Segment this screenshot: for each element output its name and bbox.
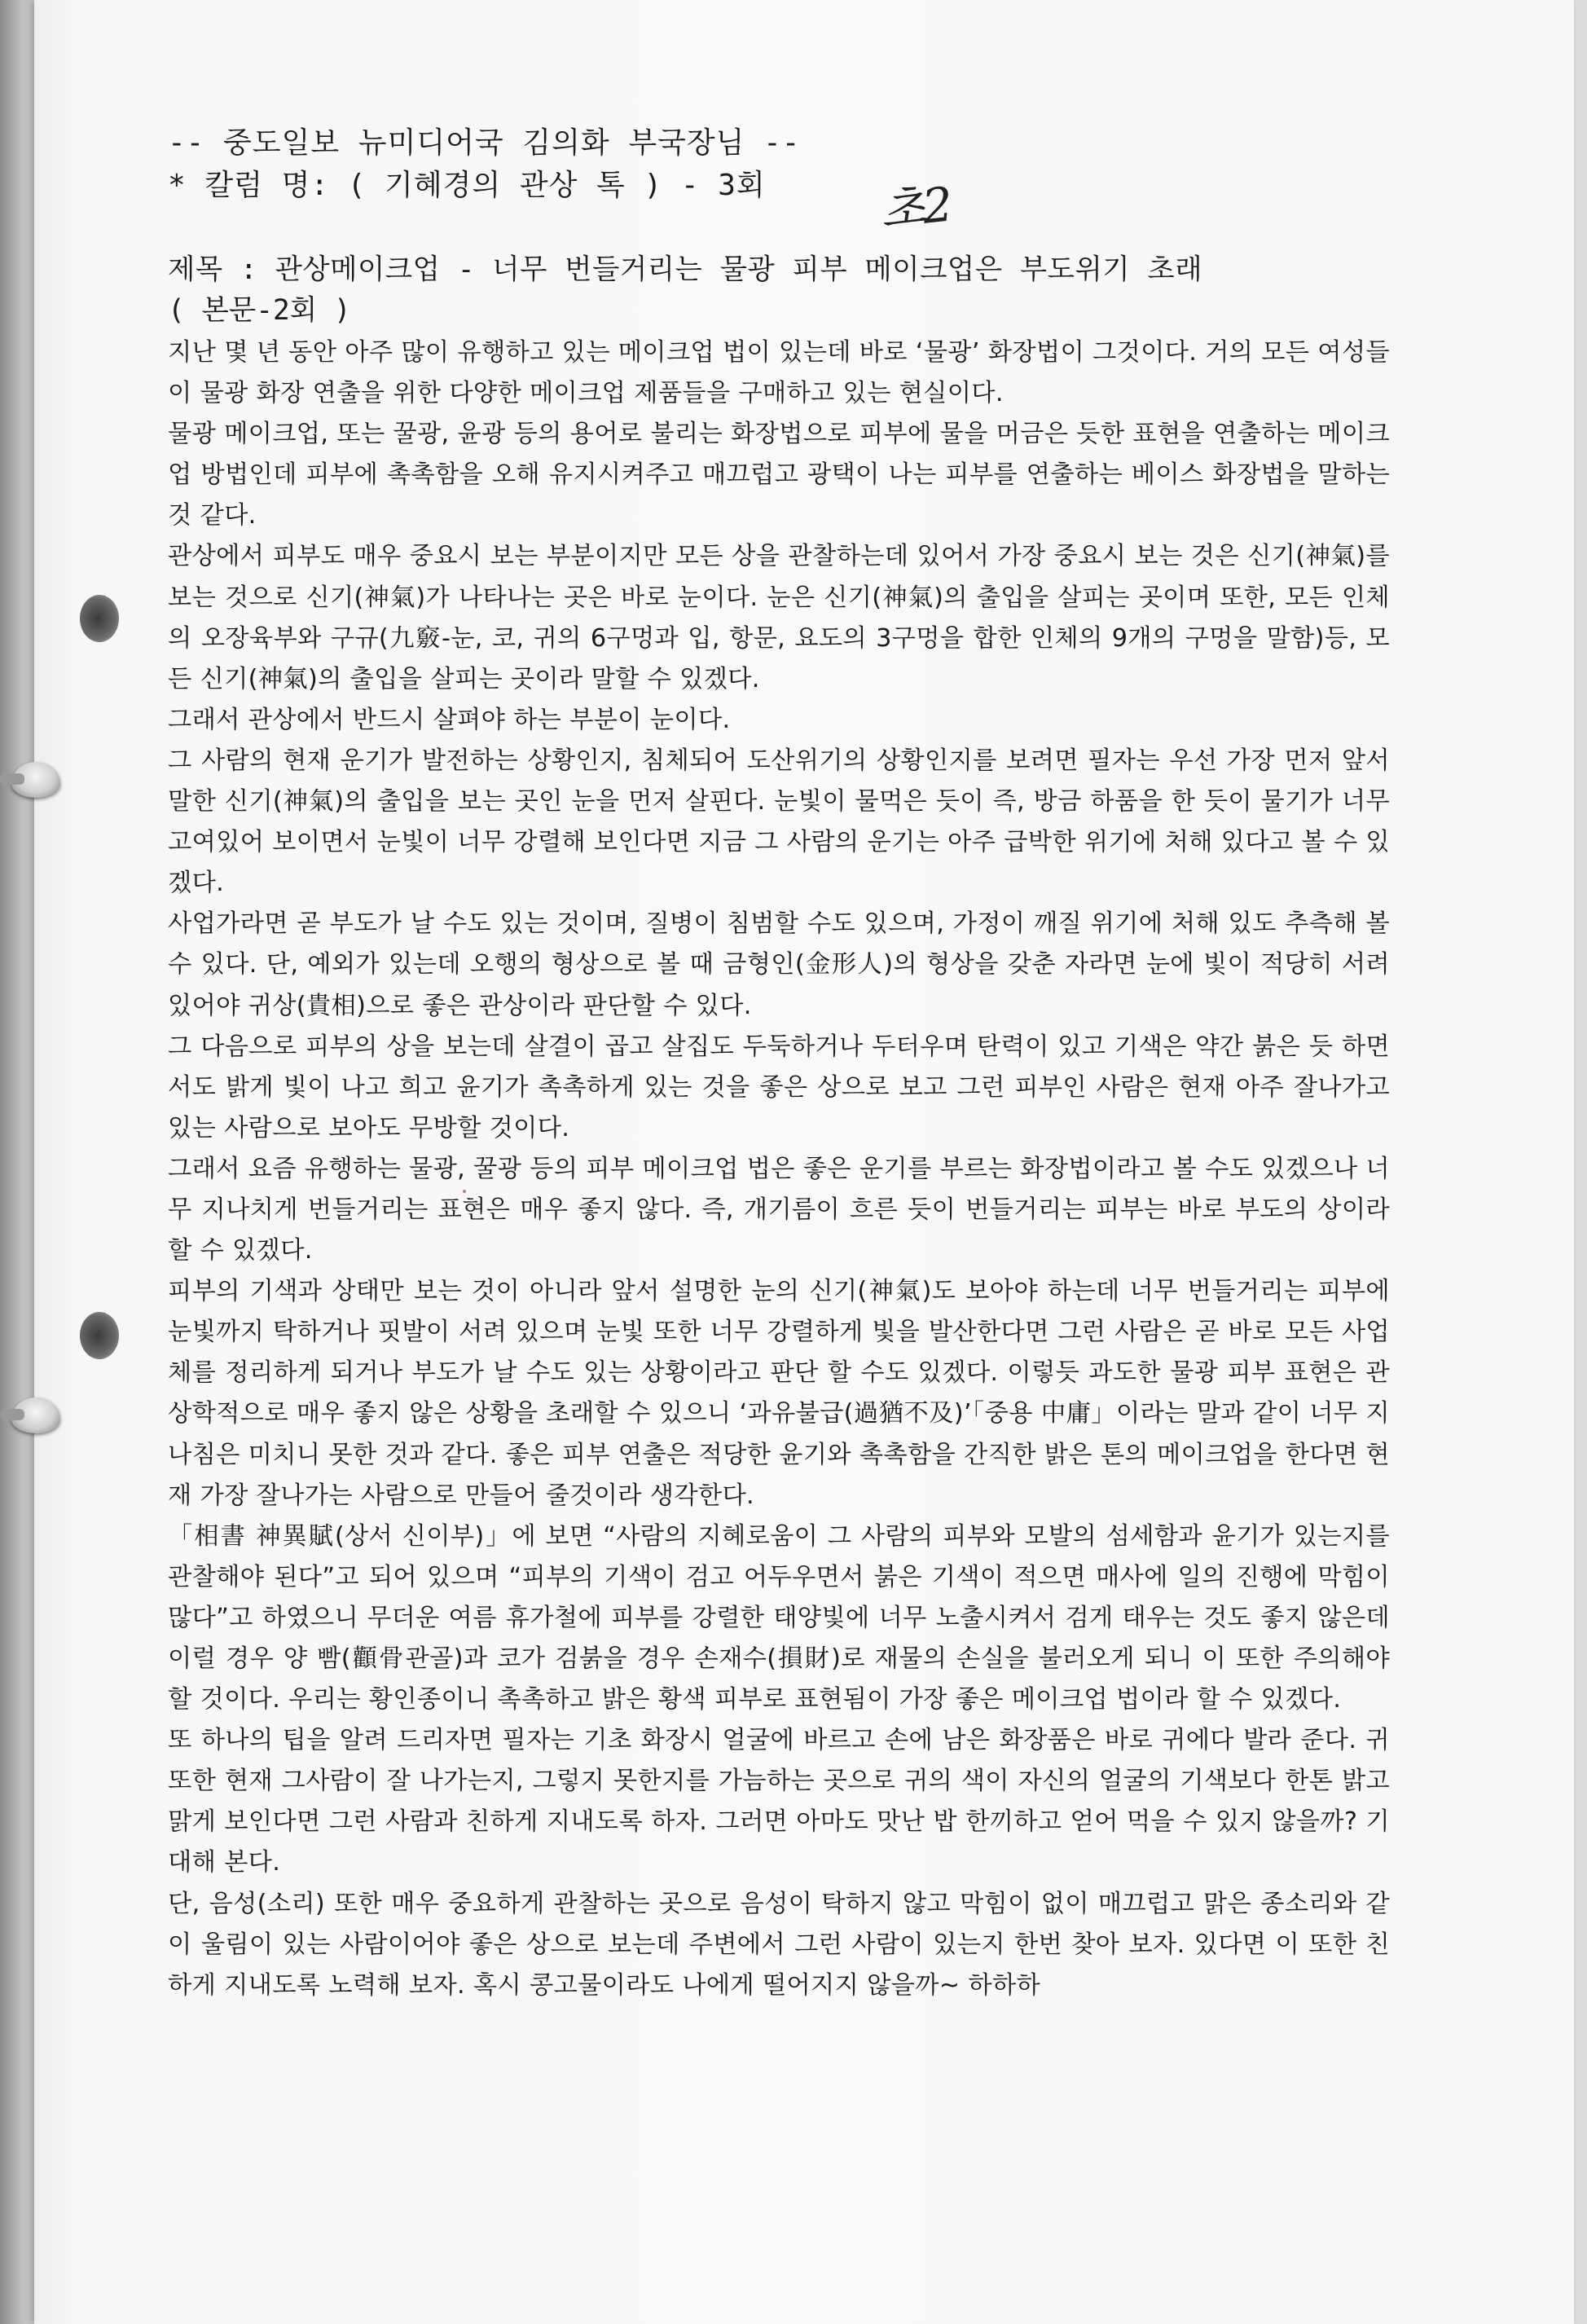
punch-hole-bottom xyxy=(80,1312,119,1359)
article-title: 제목 : 관상메이크업 - 너무 번들거리는 물광 피부 메이크업은 부도위기 초래 xyxy=(168,253,1203,286)
paragraph: 그래서 요즘 유행하는 물광, 꿀광 등의 피부 메이크업 법은 좋은 운기를 부르는 화장법이라고 볼 수도 있겠으나 너무 지나치게 번들거리는 표현은 매우 좋지 않다. 즉, 개기름이 흐른 듯이 번들거리는 피부는 바로 부도의 상이라 할 수 있겠다. xyxy=(168,1154,1390,1265)
paragraph: 지난 몇 년 동안 아주 많이 유행하고 있는 메이크업 법이 있는데 바로 ‘물광’ 화장법이 그것이다. 거의 모든 여성들이 물광 화장 연출을 위한 다양한 메이크업 제품들을 구매하고 있는 현실이다. xyxy=(168,338,1390,408)
punch-hole-top xyxy=(80,595,119,642)
paragraph: 피부의 기색과 상태만 보는 것이 아니라 앞서 설명한 눈의 신기(神氣)도 보아야 하는데 너무 번들거리는 피부에 눈빛까지 탁하거나 핏발이 서려 있으며 눈빛 또한 너무 강렬하게 빛을 발산한다면 그런 사람은 곧 바로 모든 사업체를 정리하게 되거나 부도가 날 수도 있는 상황이라고 판단 할 수도 있겠다. 이렇듯 과도한 물광 피부 표현은 관상학적으로 매우 좋지 않은 상황을 초래할 수 있으니 ‘과유불급(過猶不及)’「중용 中庸」이라는 말과 같이 너무 지나침은 미치니 못한 것과 같다. 좋은 피부 연출은 적당한 윤기와 촉촉함을 간직한 밝은 톤의 메이크업을 한다면 현재 가장 잘나가는 사람으로 만들어 줄것이라 생각한다. xyxy=(168,1277,1390,1510)
article-body xyxy=(168,332,1390,2006)
document-content xyxy=(168,122,1390,2006)
paragraph: 그 다음으로 피부의 상을 보는데 살결이 곱고 살집도 두둑하거나 두터우며 탄력이 있고 기색은 약간 붉은 듯 하면서도 밝게 빛이 나고 희고 윤기가 촉촉하게 있는 것을 좋은 상으로 보고 그런 피부인 사람은 현재 아주 잘나가고 있는 사람으로 보아도 무방할 것이다. xyxy=(168,1032,1390,1142)
paragraph: 또 하나의 팁을 알려 드리자면 필자는 기초 화장시 얼굴에 바르고 손에 남은 화장품은 바로 귀에다 발라 준다. 귀 또한 현재 그사람이 잘 나가는지, 그렇지 못한지를 가늠하는 곳으로 귀의 색이 자신의 얼굴의 기색보다 한톤 밝고 맑게 보인다면 그런 사람과 친하게 지내도록 하자. 그러면 아마도 맛난 밥 한끼하고 얻어 먹을 수 있지 않을까? 기대해 본다. xyxy=(168,1726,1390,1877)
paragraph: 사업가라면 곧 부도가 날 수도 있는 것이며, 질병이 침범할 수도 있으며, 가정이 깨질 위기에 처해 있도 추측해 볼 수 있다. 단, 예외가 있는데 오행의 형상으로 볼 때 금형인(金形人)의 형상을 갖춘 자라면 눈에 빛이 적당히 서려 있어야 귀상(貴相)으로 좋은 관상이라 판단할 수 있다. xyxy=(168,909,1390,1020)
paragraph: 단, 음성(소리) 또한 매우 중요하게 관찰하는 곳으로 음성이 탁하지 않고 막힘이 없이 매끄럽고 맑은 종소리와 같이 울림이 있는 사람이어야 좋은 상으로 보는데 주변에서 그런 사람이 있는지 한번 찾아 보자. 있다면 이 또한 친하게 지내도록 노력해 보자. 혹시 콩고물이라도 나에게 떨어지지 않을까~ 하하하 xyxy=(168,1889,1390,2000)
author-line: -- 중도일보 뉴미디어국 김의화 부국장님 -- xyxy=(168,126,801,160)
article-subtitle: ( 본문-2회 ) xyxy=(168,294,351,327)
binder-ring-bottom xyxy=(11,1397,60,1433)
binder-edge xyxy=(0,0,34,2324)
paragraph: 「相書 神異賦(상서 신이부)」에 보면 “사람의 지혜로움이 그 사람의 피부와 모발의 섬세함과 윤기가 있는지를 관찰해야 된다”고 되어 있으며 “피부의 기색이 검고 어두우면서 붉은 기색이 적으면 매사에 일의 진행에 막힘이 많다”고 하였으니 무더운 여름 휴가철에 피부를 강렬한 태양빛에 너무 노출시켜서 검게 태우는 것도 좋지 않은데 이럴 경우 양 빰(顴骨관골)과 코가 검붉을 경우 손재수(損財)로 재물의 손실을 불러오게 되니 이 또한 주의해야 할 것이다. 우리는 황인종이니 촉촉하고 밝은 황색 피부로 표현됨이 가장 좋은 메이크업 법이라 할 수 있겠다. xyxy=(168,1521,1390,1714)
ink-speck xyxy=(463,1190,466,1193)
binder-ring-top xyxy=(11,762,60,798)
column-line: * 칼럼 명: ( 기혜경의 관상 톡 ) - 3회 xyxy=(168,169,766,202)
paragraph: 물광 메이크업, 또는 꿀광, 윤광 등의 용어로 불리는 화장법으로 피부에 물을 머금은 듯한 표현을 연출하는 메이크업 방법인데 피부에 촉촉함을 오해 유지시켜주고 매끄럽고 광택이 나는 피부를 연출하는 베이스 화장법을 말하는 것 같다. xyxy=(168,420,1390,530)
paragraph: 그 사람의 현재 운기가 발전하는 상황인지, 침체되어 도산위기의 상황인지를 보려면 필자는 우선 가장 먼저 앞서 말한 신기(神氣)의 출입을 보는 곳인 눈을 먼저 살핀다. 눈빛이 물먹은 듯이 즉, 방금 하품을 한 듯이 물기가 너무 고여있어 보이면서 눈빛이 너무 강렬해 보인다면 지금 그 사람의 운기는 아주 급박한 위기에 처해 있다고 볼 수 있겠다. xyxy=(168,746,1390,898)
handwritten-note: 초2 xyxy=(877,176,952,240)
paragraph: 관상에서 피부도 매우 중요시 보는 부분이지만 모든 상을 관찰하는데 있어서 가장 중요시 보는 것은 신기(神氣)를 보는 것으로 신기(神氣)가 나타나는 곳은 바로 눈이다. 눈은 신기(神氣)의 출입을 살피는 곳이며 또한, 모든 인체의 오장육부와 구규(九竅-눈, 코, 귀의 6구멍과 입, 항문, 요도의 3구멍을 합한 인체의 9개의 구멍을 말함)등, 모든 신기(神氣)의 출입을 살피는 곳이라 말할 수 있겠다. xyxy=(168,542,1390,693)
paragraph: 그래서 관상에서 반드시 살펴야 하는 부분이 눈이다. xyxy=(168,705,731,734)
